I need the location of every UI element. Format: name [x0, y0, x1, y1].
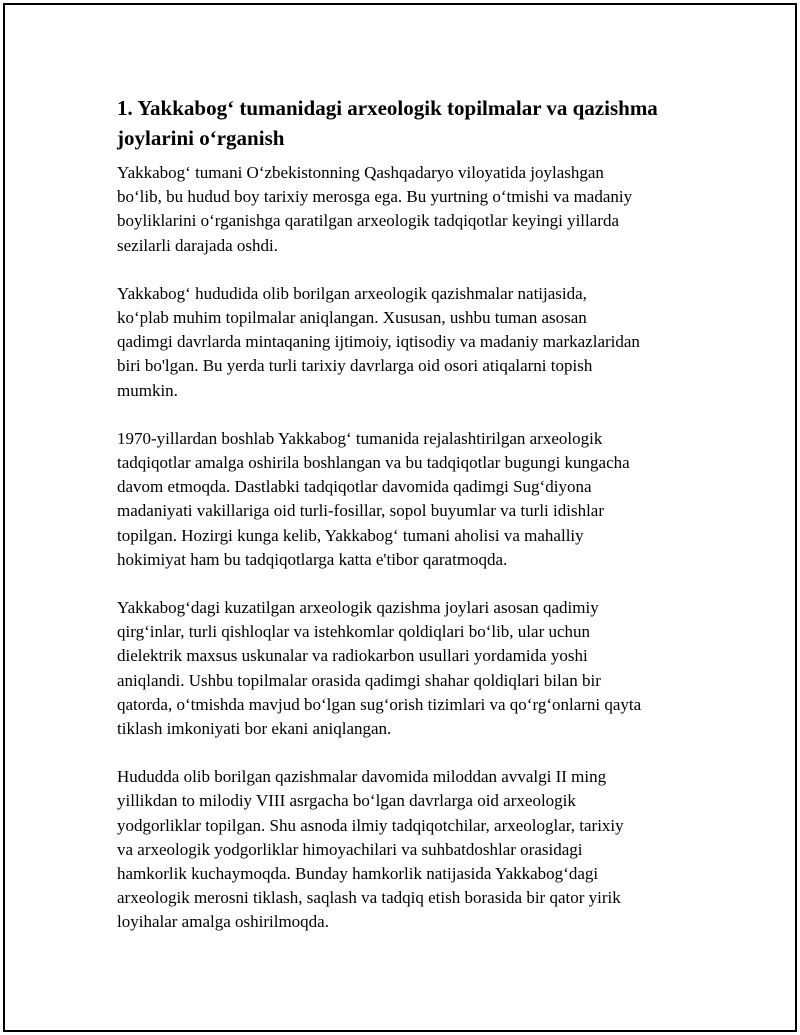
paragraph-line: mumkin.: [117, 380, 178, 400]
paragraph-4: [117, 596, 692, 741]
paragraph-line: tadqiqotlar amalga oshirila boshlangan va bu tadqiqotlar bugungi kungacha: [117, 453, 630, 473]
paragraph-line: hamkorlik kuchaymoqda. Bunday hamkorlik natijasida Yakkabog‘dagi: [117, 864, 599, 884]
paragraph-line: yodgorliklar topilgan. Shu asnoda ilmiy tadqiqotchilar, arxeologlar, tarixiy: [117, 815, 624, 835]
paragraph-line: dielektrik maxsus uskunalar va radiokarbon usullari yordamida yoshi: [117, 646, 588, 666]
paragraph-line: Yakkabog‘ tumani O‘zbekistonning Qashqadaryo viloyatida joylashgan: [117, 163, 604, 182]
paragraph-line: biri bo'lgan. Bu yerda turli tarixiy davrlarga oid osori atiqalarni topish: [117, 356, 593, 376]
paragraph-2: [117, 282, 692, 403]
paragraph-line: davom etmoqda. Dastlabki tadqiqotlar davomida qadimgi Sug‘diyona: [117, 477, 592, 497]
document-body: [117, 93, 692, 959]
paragraph-line: aniqlandi. Ushbu topilmalar orasida qadimgi shahar qoldiqlari bilan bir: [117, 670, 601, 690]
paragraph-line: hokimiyat ham bu tadqiqotlarga katta e'tibor qaratmoqda.: [117, 549, 508, 569]
paragraph-line: bo‘lib, bu hudud boy tarixiy merosga ega. Bu yurtning o‘tmishi va madaniy: [117, 187, 633, 207]
paragraph-1: [117, 161, 692, 258]
paragraph-line: loyihalar amalga oshirilmoqda.: [117, 912, 329, 932]
paragraph-line: qirg‘inlar, turli qishloqlar va istehkomlar qoldiqlari bo‘lib, ular uchun: [117, 622, 591, 642]
paragraph-line: Yakkabog‘ hududida olib borilgan arxeologik qazishmalar natijasida,: [117, 283, 587, 303]
paragraph-line: va arxeologik yodgorliklar himoyachilari va suhbatdoshlar orasidagi: [117, 839, 583, 859]
paragraph-line: ko‘plab muhim topilmalar aniqlangan. Xususan, ushbu tuman asosan: [117, 308, 587, 328]
section-heading: 1. Yakkabog‘ tumanidagi arxeologik topilmalar va qazishma joylarini o‘rganish: [117, 96, 658, 150]
paragraph-line: 1970-yillardan boshlab Yakkabog‘ tumanida rejalashtirilgan arxeologik: [117, 428, 603, 448]
paragraph-line: yillikdan to milodiy VIII asrgacha bo‘lgan davrlarga oid arxeologik: [117, 791, 576, 811]
paragraph-3: [117, 427, 692, 572]
paragraph-line: arxeologik merosni tiklash, saqlash va tadqiq etish borasida bir qator yirik: [117, 888, 621, 908]
paragraph-line: qatorda, o‘tmishda mavjud bo‘lgan sug‘orish tizimlari va qo‘rg‘onlarni qayta: [117, 694, 642, 714]
paragraph-line: Yakkabog‘dagi kuzatilgan arxeologik qazishma joylari asosan qadimiy: [117, 598, 599, 618]
paragraphs-container: [117, 161, 692, 935]
paragraph-line: tiklash imkoniyati bor ekani aniqlangan.: [117, 719, 392, 739]
paragraph-line: sezilarli darajada oshdi.: [117, 235, 278, 255]
paragraph-line: madaniyati vakillariga oid turli-fosillar, sopol buyumlar va turli idishlar: [117, 501, 605, 521]
paragraph-5: [117, 765, 692, 934]
paragraph-line: topilgan. Hozirgi kunga kelib, Yakkabog‘ tumani aholisi va mahalliy: [117, 525, 584, 545]
paragraph-line: qadimgi davrlarda mintaqaning ijtimoiy, iqtisodiy va madaniy markazlaridan: [117, 332, 640, 352]
paragraph-line: Hududda olib borilgan qazishmalar davomida miloddan avvalgi II ming: [117, 767, 607, 787]
paragraph-line: boyliklarini o‘rganishga qaratilgan arxeologik tadqiqotlar keyingi yillarda: [117, 211, 619, 231]
